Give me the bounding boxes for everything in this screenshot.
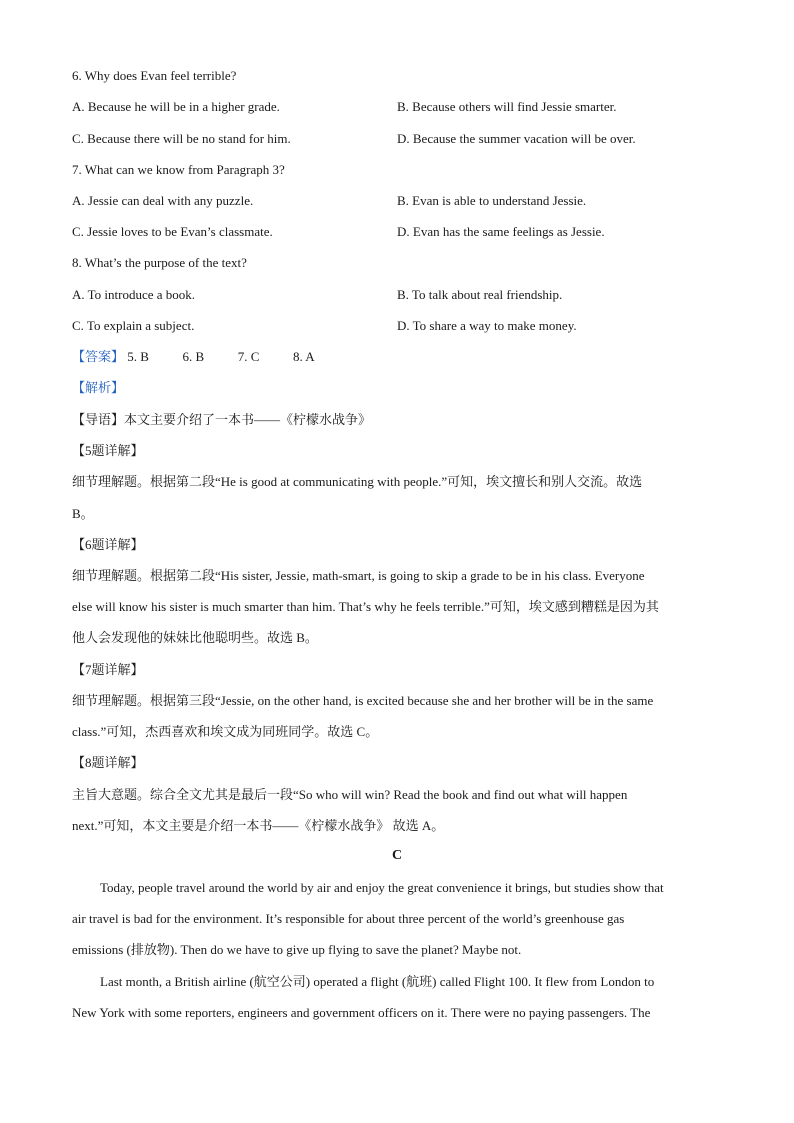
question-7-option-d: D. Evan has the same feelings as Jessie.	[397, 224, 605, 239]
question-7-option-a: A. Jessie can deal with any puzzle.	[72, 193, 254, 208]
detail-6-line: 细节理解题。根据第二段“His sister, Jessie, math-smart, is going to skip a grade to be in his class. Everyone	[72, 568, 645, 583]
detail-5-heading: 【5题详解】	[72, 443, 144, 458]
detail-7-line: 细节理解题。根据第三段“Jessie, on the other hand, is excited because she and her brother will be in the same	[72, 693, 654, 708]
detail-7-heading: 【7题详解】	[72, 662, 144, 677]
section-c-title: C	[391, 848, 403, 863]
detail-8-line: 主旨大意题。综合全文尤其是最后一段“So who will win? Read the book and find out what will happen	[72, 787, 628, 802]
question-6-option-b: B. Because others will find Jessie smarter.	[397, 99, 617, 114]
answer-item: 5. B	[127, 349, 149, 364]
question-6-option-a: A. Because he will be in a higher grade.	[72, 99, 280, 114]
detail-5-line: B。	[72, 506, 94, 521]
question-6-option-c: C. Because there will be no stand for him.	[72, 131, 291, 146]
question-8-stem: 8. What’s the purpose of the text?	[72, 255, 247, 270]
detail-8-heading: 【8题详解】	[72, 755, 144, 770]
question-6-stem: 6. Why does Evan feel terrible?	[72, 68, 237, 83]
question-8-option-b: B. To talk about real friendship.	[397, 287, 563, 302]
answer-item: 8. A	[293, 349, 315, 364]
detail-6-heading: 【6题详解】	[72, 537, 144, 552]
answer-line	[72, 349, 315, 365]
answer-item: 7. C	[237, 349, 260, 364]
question-7-stem: 7. What can we know from Paragraph 3?	[72, 162, 285, 177]
detail-6-line: 他人会发现他的妹妹比他聪明些。故选 B。	[72, 630, 318, 645]
detail-5-line: 细节理解题。根据第二段“He is good at communicating with people.”可知，埃文擅长和别人交流。故选	[72, 474, 643, 489]
answer-item: 6. B	[182, 349, 205, 364]
passage-c-line: emissions (排放物). Then do we have to give up flying to save the planet? Maybe not.	[72, 942, 522, 957]
question-7-option-c: C. Jessie loves to be Evan’s classmate.	[72, 224, 273, 239]
question-7-option-b: B. Evan is able to understand Jessie.	[397, 193, 587, 208]
analysis-label: 【解析】	[72, 380, 125, 395]
question-8-option-c: C. To explain a subject.	[72, 318, 195, 333]
detail-8-line: next.”可知，本文主要是介绍一本书——《柠檬水战争》 故选 A。	[72, 818, 445, 833]
answer-label: 【答案】	[72, 349, 125, 364]
passage-c-line: New York with some reporters, engineers and government officers on it. There were no paying passengers. The	[72, 1005, 651, 1020]
passage-c-line: Last month, a British airline (航空公司) operated a flight (航班) called Flight 100. It flew from London to	[100, 974, 655, 989]
passage-c-line: Today, people travel around the world by air and enjoy the great convenience it brings, but studies show that	[100, 880, 664, 895]
question-8-option-a: A. To introduce a book.	[72, 287, 196, 302]
guide-text: 【导语】本文主要介绍了一本书——《柠檬水战争》	[72, 412, 372, 427]
detail-6-line: else will know his sister is much smarter than him. That’s why he feels terrible.”可知，埃文感到糟糕是因为其	[72, 599, 659, 614]
question-8-option-d: D. To share a way to make money.	[397, 318, 577, 333]
question-6-option-d: D. Because the summer vacation will be over.	[397, 131, 636, 146]
passage-c-line: air travel is bad for the environment. It’s responsible for about three percent of the world’s greenhouse gas	[72, 911, 625, 926]
detail-7-line: class.”可知，杰西喜欢和埃文成为同班同学。故选 C。	[72, 724, 379, 739]
